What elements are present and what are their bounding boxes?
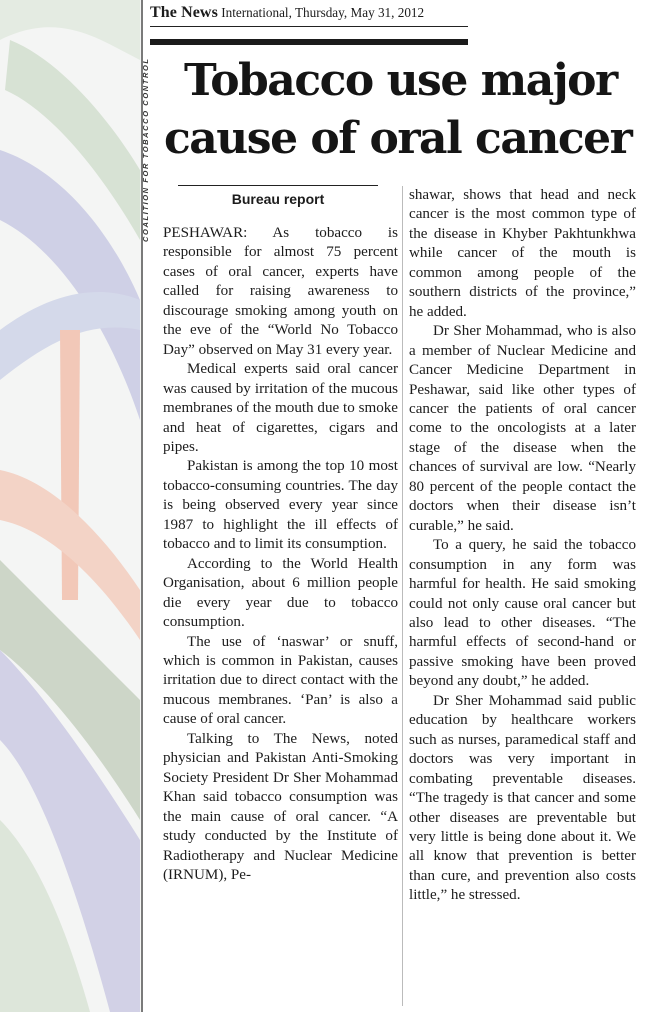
paragraph: Dr Sher Mohammad said public education by healthcare workers such as nurses, paramedical staff and doctors was very important in combating preventable diseases. “The tragedy is that cancer and some other diseases are preventable but very little is being done about it. We all know that prevention is better than cure, and prevention also costs little,” he stressed.: [409, 692, 636, 904]
headline-line-1: Tobacco use major: [184, 55, 617, 106]
byline-rule: [178, 185, 378, 186]
byline: Bureau report: [231, 191, 325, 207]
coalition-strip: [141, 40, 153, 260]
edition-date: International, Thursday, May 31, 2012: [217, 5, 425, 20]
paragraph: Dr Sher Mohammad, who is also a member of Nuclear Medicine and Cancer Medicine Department in Peshawar, said like other types of cancer the patients of oral cancer come to the oncologists at a later stage of the disease when the chances of survival are low. “Nearly 80 percent of the people contact the doctors when their disease isn’t curable,” he said.: [409, 323, 636, 534]
coalition-label: COALITION FOR TOBACCO CONTROL: [141, 57, 150, 243]
article-column-1: [163, 224, 398, 885]
paragraph: PESHAWAR: As tobacco is responsible for almost 75 percent cases of oral cancer, experts have called for raising awareness to discourage smoking among youth on the eve of the “World No Tobacco Day” observed on May 31 every year.: [163, 225, 398, 358]
newspaper-name: The News: [150, 4, 218, 21]
headline: [160, 52, 640, 168]
coalition-logo-watermark: [0, 0, 142, 1012]
paragraph: Talking to The News, noted physician and Pakistan Anti-Smoking Society President Dr Sher Mohammad Khan said tobacco consumption was the main cause of oral cancer. “A study conducted by the Institute of Radiotherapy and Nuclear Medicine (IRNUM), Pe-: [163, 730, 398, 883]
paragraph: shawar, shows that head and neck cancer is the most common type of the disease in Khyber Pakhtunkhwa while cancer of the mouth is common among people of the southern districts of the province,” he added.: [409, 187, 636, 320]
column-divider: [402, 186, 403, 1006]
paragraph: According to the World Health Organisation, about 6 million people die every year due to tobacco consumption.: [163, 555, 398, 631]
paragraph: To a query, he said the tobacco consumption in any form was harmful for health. He said smoking could not only cause oral cancer but also lead to other diseases. “The harmful effects of second-hand or passive smoking have been proved beyond any doubt,” he added.: [409, 537, 636, 690]
article-column-2: [409, 186, 636, 906]
paragraph: Pakistan is among the top 10 most tobacco-consuming countries. The day is being observed every year since 1987 to highlight the ill effects of tobacco and to limit its consumption.: [163, 458, 398, 553]
paragraph: Medical experts said oral cancer was caused by irritation of the mucous membranes of the mouth due to smoke and heat of cigarettes, cigars and pipes.: [163, 361, 398, 455]
headline-line-2: cause of oral cancer: [164, 113, 632, 164]
paragraph: The use of ‘naswar’ or snuff, which is common in Pakistan, causes irritation due to direct contact with the mucous membranes. ‘Pan’ is also a cause of oral cancer.: [163, 633, 398, 728]
masthead: [150, 4, 468, 27]
masthead-rule: [150, 39, 468, 45]
watermark-strip: [0, 0, 142, 1012]
